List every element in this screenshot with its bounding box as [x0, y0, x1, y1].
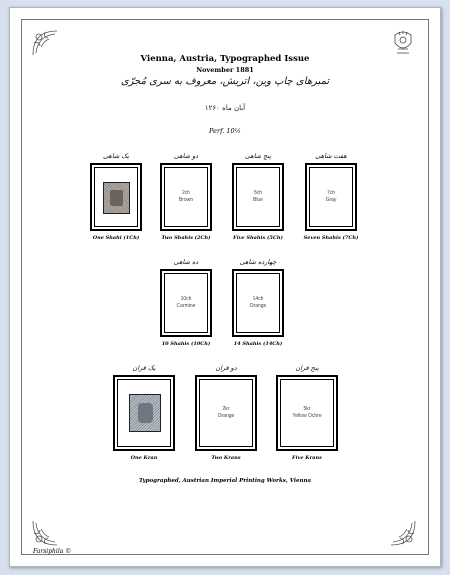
stamp-slot	[113, 364, 175, 461]
stamp-placeholder-text	[281, 406, 333, 420]
stamp-mount	[160, 163, 212, 231]
stamp-mount	[160, 269, 212, 337]
stamp-caption: One Kran	[130, 455, 158, 461]
stamp-placeholder-text	[310, 190, 352, 204]
stamp-color: Carmine	[176, 303, 196, 309]
stamp-label-persian: چهارده شاهی	[239, 258, 277, 266]
stamp-caption: Two Shahis (2Ch)	[161, 235, 211, 241]
stamp-mount	[232, 269, 284, 337]
stamp-label-persian: یک شاهی	[103, 152, 129, 160]
stamp-label-persian: دو قران	[215, 364, 237, 372]
stamp-mount	[113, 375, 175, 451]
stamp-color: Yellow Ochre	[292, 413, 322, 419]
stamp-caption: 10 Shahis (10Ch)	[161, 341, 211, 347]
stamp-mount	[232, 163, 284, 231]
stamp-value: 2ch	[181, 190, 191, 196]
stamp-mount-inner	[236, 273, 280, 333]
stamp-placeholder-text	[237, 190, 279, 204]
stamp-value: 5kr	[303, 406, 311, 412]
page-border	[21, 19, 429, 555]
issue-date: November 1881	[196, 66, 254, 74]
stamp-mount	[276, 375, 338, 451]
stamp-placeholder-text	[200, 406, 252, 420]
stamp-slot	[232, 258, 284, 347]
corner-ornament-icon	[31, 29, 59, 57]
stamp-label-persian: پنج قران	[295, 364, 319, 372]
page-title: Vienna, Austria, Typographed Issue	[140, 54, 310, 64]
stamp-color: Brown	[178, 197, 194, 203]
stamp-mount-inner	[280, 379, 334, 447]
stamp-label-persian: پنج شاهی	[244, 152, 272, 160]
stamp-mount-inner	[164, 167, 208, 227]
stamp-mount-inner	[164, 273, 208, 333]
persian-title: تمبرهای چاپ وین، اتریش، معروف به سری مُجرّی	[120, 76, 330, 87]
stamp-image	[103, 182, 130, 214]
stamp-caption: Seven Shahis (7Ch)	[303, 235, 359, 241]
stamp-label-persian: ده شاهی	[173, 258, 199, 266]
stamp-slot	[90, 152, 142, 241]
stamp-caption: 14 Shahis (14Ch)	[233, 341, 283, 347]
stamp-label-persian: هفت شاهی	[315, 152, 347, 160]
corner-ornament-icon	[31, 519, 59, 547]
stamp-slot	[160, 152, 212, 241]
stamp-slot	[276, 364, 338, 461]
stamp-placeholder-text	[165, 296, 207, 310]
stamp-value: 7ch	[326, 190, 336, 196]
stamp-slot	[232, 152, 284, 241]
album-page	[9, 7, 441, 567]
stamp-mount-inner	[117, 379, 171, 447]
stamp-mount-inner	[309, 167, 353, 227]
stamp-mount-inner	[236, 167, 280, 227]
stamp-mount-inner	[199, 379, 253, 447]
stamp-caption: Five Shahis (5Ch)	[233, 235, 283, 241]
stamp-mount	[195, 375, 257, 451]
stamp-caption: Two Krans	[211, 455, 241, 461]
stamp-color: Blue	[252, 197, 263, 203]
stamp-mount-inner	[94, 167, 138, 227]
printing-note: Typographed, Austrian Imperial Printing Works, Vienna	[138, 478, 312, 484]
stamp-value: 10ch	[180, 296, 192, 302]
stamp-value: 14ch	[252, 296, 264, 302]
persian-date: آبان ماه ۱۲۶۰	[204, 104, 246, 112]
stamp-mount	[90, 163, 142, 231]
stamp-slot	[303, 152, 359, 241]
stamp-placeholder-text	[165, 190, 207, 204]
stamp-value: 2kr	[222, 406, 230, 412]
stamp-color: Gray	[325, 197, 337, 203]
stamp-caption: One Shahi (1Ch)	[92, 235, 140, 241]
stamp-value: 5ch	[253, 190, 263, 196]
stamp-image	[129, 394, 161, 432]
stamp-mount	[305, 163, 357, 231]
stamp-color: Orange	[249, 303, 267, 309]
lion-and-sun-emblem-icon	[389, 29, 417, 57]
stamp-placeholder-text	[237, 296, 279, 310]
copyright-mark: Farsiphila ©	[33, 548, 72, 555]
stamp-slot	[195, 364, 257, 461]
perforation-note: Perf. 10½	[209, 127, 241, 135]
stamp-color: Orange	[217, 413, 235, 419]
corner-ornament-icon	[389, 519, 417, 547]
stamp-slot	[160, 258, 212, 347]
stamp-label-persian: یک قران	[132, 364, 156, 372]
stamp-label-persian: دو شاهی	[173, 152, 199, 160]
stamp-caption: Five Krans	[292, 455, 322, 461]
